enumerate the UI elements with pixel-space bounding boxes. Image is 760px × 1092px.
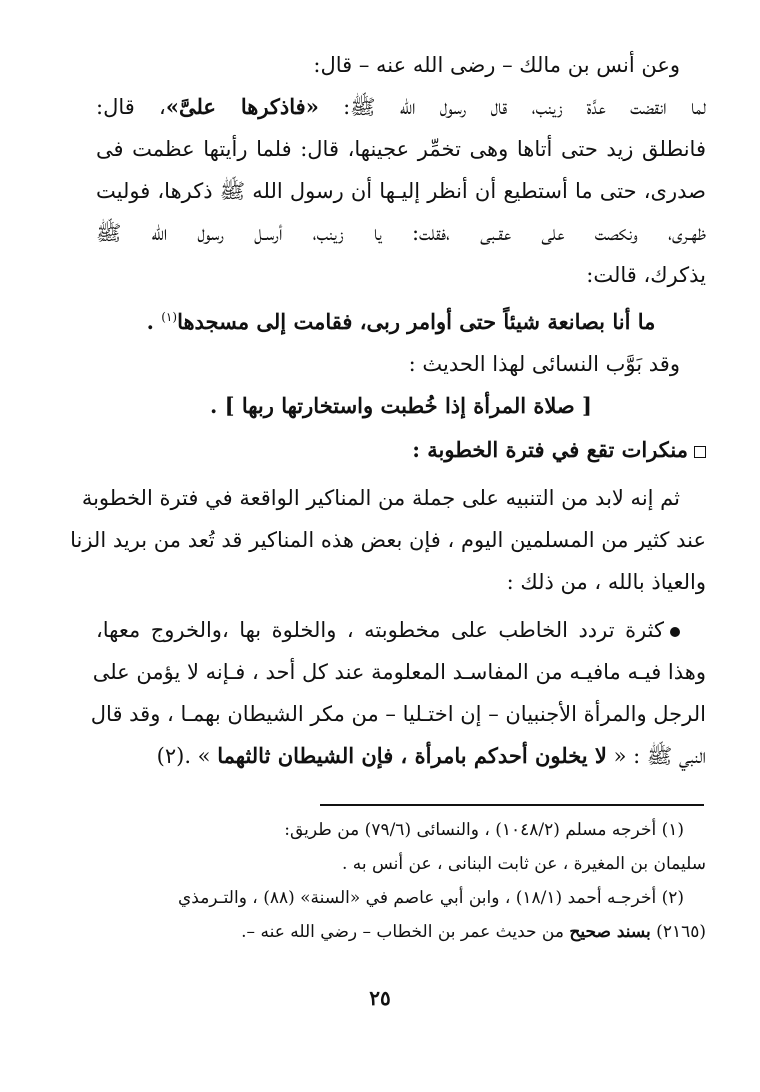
main-text [70, 44, 706, 777]
footnote-ref: (١) [161, 310, 178, 324]
body-line: يذكرك، قالت: [586, 263, 706, 287]
body-line: وهذا فيـه مافيـه من المفاسـد المعلومة عند كل أحد ، فـإنه لا يؤمن على [92, 660, 706, 684]
bullet-icon [670, 627, 680, 637]
footnote-bold: بسند صحيح [569, 922, 651, 942]
body-text: ، قال: [96, 95, 166, 119]
body-text: لما انقضت عدَّة زينب، قال رسول الله ﷺ: [318, 95, 706, 119]
square-bullet-icon [694, 446, 706, 458]
body-line: ظهـرى، ونكصت على عقـبى ،فقلت: يا زينب، أرسـل رسول الله ﷺ [96, 221, 706, 245]
body-line: وعن أنس بن مالك – رضى الله عنه – قال: [313, 53, 680, 77]
chapter-title-quote: [ صلاة المرأة إذا خُطبت واستخارتها ربها ] . [209, 393, 592, 418]
hadith-quote: لا يخلون أحدكم بامرأة ، فإن الشيطان ثالثهما [217, 743, 607, 768]
quote-end: . [146, 309, 162, 334]
footnote-1: (١) أخرجه مسلم (١٠٤٨/٢) ، والنسائى (٧٩/٦) من طريق: [284, 820, 684, 840]
footnote-text: (٢١٦٥) [650, 922, 706, 942]
section-heading-text: منكرات تقع في فترة الخطوبة : [412, 437, 688, 462]
body-line: الرجل والمرأة الأجنبيان – إن اختـليا – من مكر الشيطان بهمـا ، وقد قال [90, 702, 706, 726]
body-line: صدرى، حتى ما أستطيع أن أنظر إليـها أن رسول الله ﷺ ذكرها، فوليت [96, 179, 706, 203]
body-line: وقد بَوَّب النسائى لهذا الحديث : [408, 352, 680, 376]
body-line: عند كثير من المسلمين اليوم ، فإن بعض هذه المناكير قد تُعد من بريد الزنا [70, 528, 706, 552]
body-line [96, 86, 706, 128]
body-text: كثرة تردد الخاطب على مخطوبته ، والخلوة بها ،والخروج معها، [96, 618, 664, 642]
footnote-1-cont: سليمان بن المغيرة ، عن ثابت البنانى ، عن أنس به . [341, 854, 706, 874]
footnote-2: (٢) أخرجـه أحمد (١٨/١) ، وابن أبي عاصم في «السنة» (٨٨) ، والتـرمذي [177, 888, 684, 908]
hadith-quote: «فاذكرها علىَّ» [165, 94, 319, 119]
footnotes [96, 813, 706, 949]
body-line: فانطلق زيد حتى أتاها وهى تخمِّر عجينها، قال: فلما رأيتها عظمت فى [96, 137, 706, 161]
footnote-divider [320, 804, 704, 806]
body-line [96, 609, 706, 651]
body-text: النبي ﷺ : « [606, 744, 706, 768]
body-line: والعياذ بالله ، من ذلك : [506, 570, 706, 594]
body-line [96, 735, 706, 777]
section-heading [96, 429, 706, 471]
page-number: ٢٥ [369, 986, 391, 1010]
body-line: ثم إنه لابد من التنبيه على جملة من المناكير الواقعة في فترة الخطوبة [81, 486, 680, 510]
quote-line [96, 296, 706, 343]
quote-text: ما أنا بصانعة شيئاً حتى أوامر ربى، فقامت إلى مسجدها [177, 309, 656, 334]
body-text: » .(٢) [156, 744, 218, 768]
footnote-text: من حديث عمر بن الخطاب – رضي الله عنه –. [241, 922, 570, 942]
footnote-2-cont [96, 915, 706, 949]
